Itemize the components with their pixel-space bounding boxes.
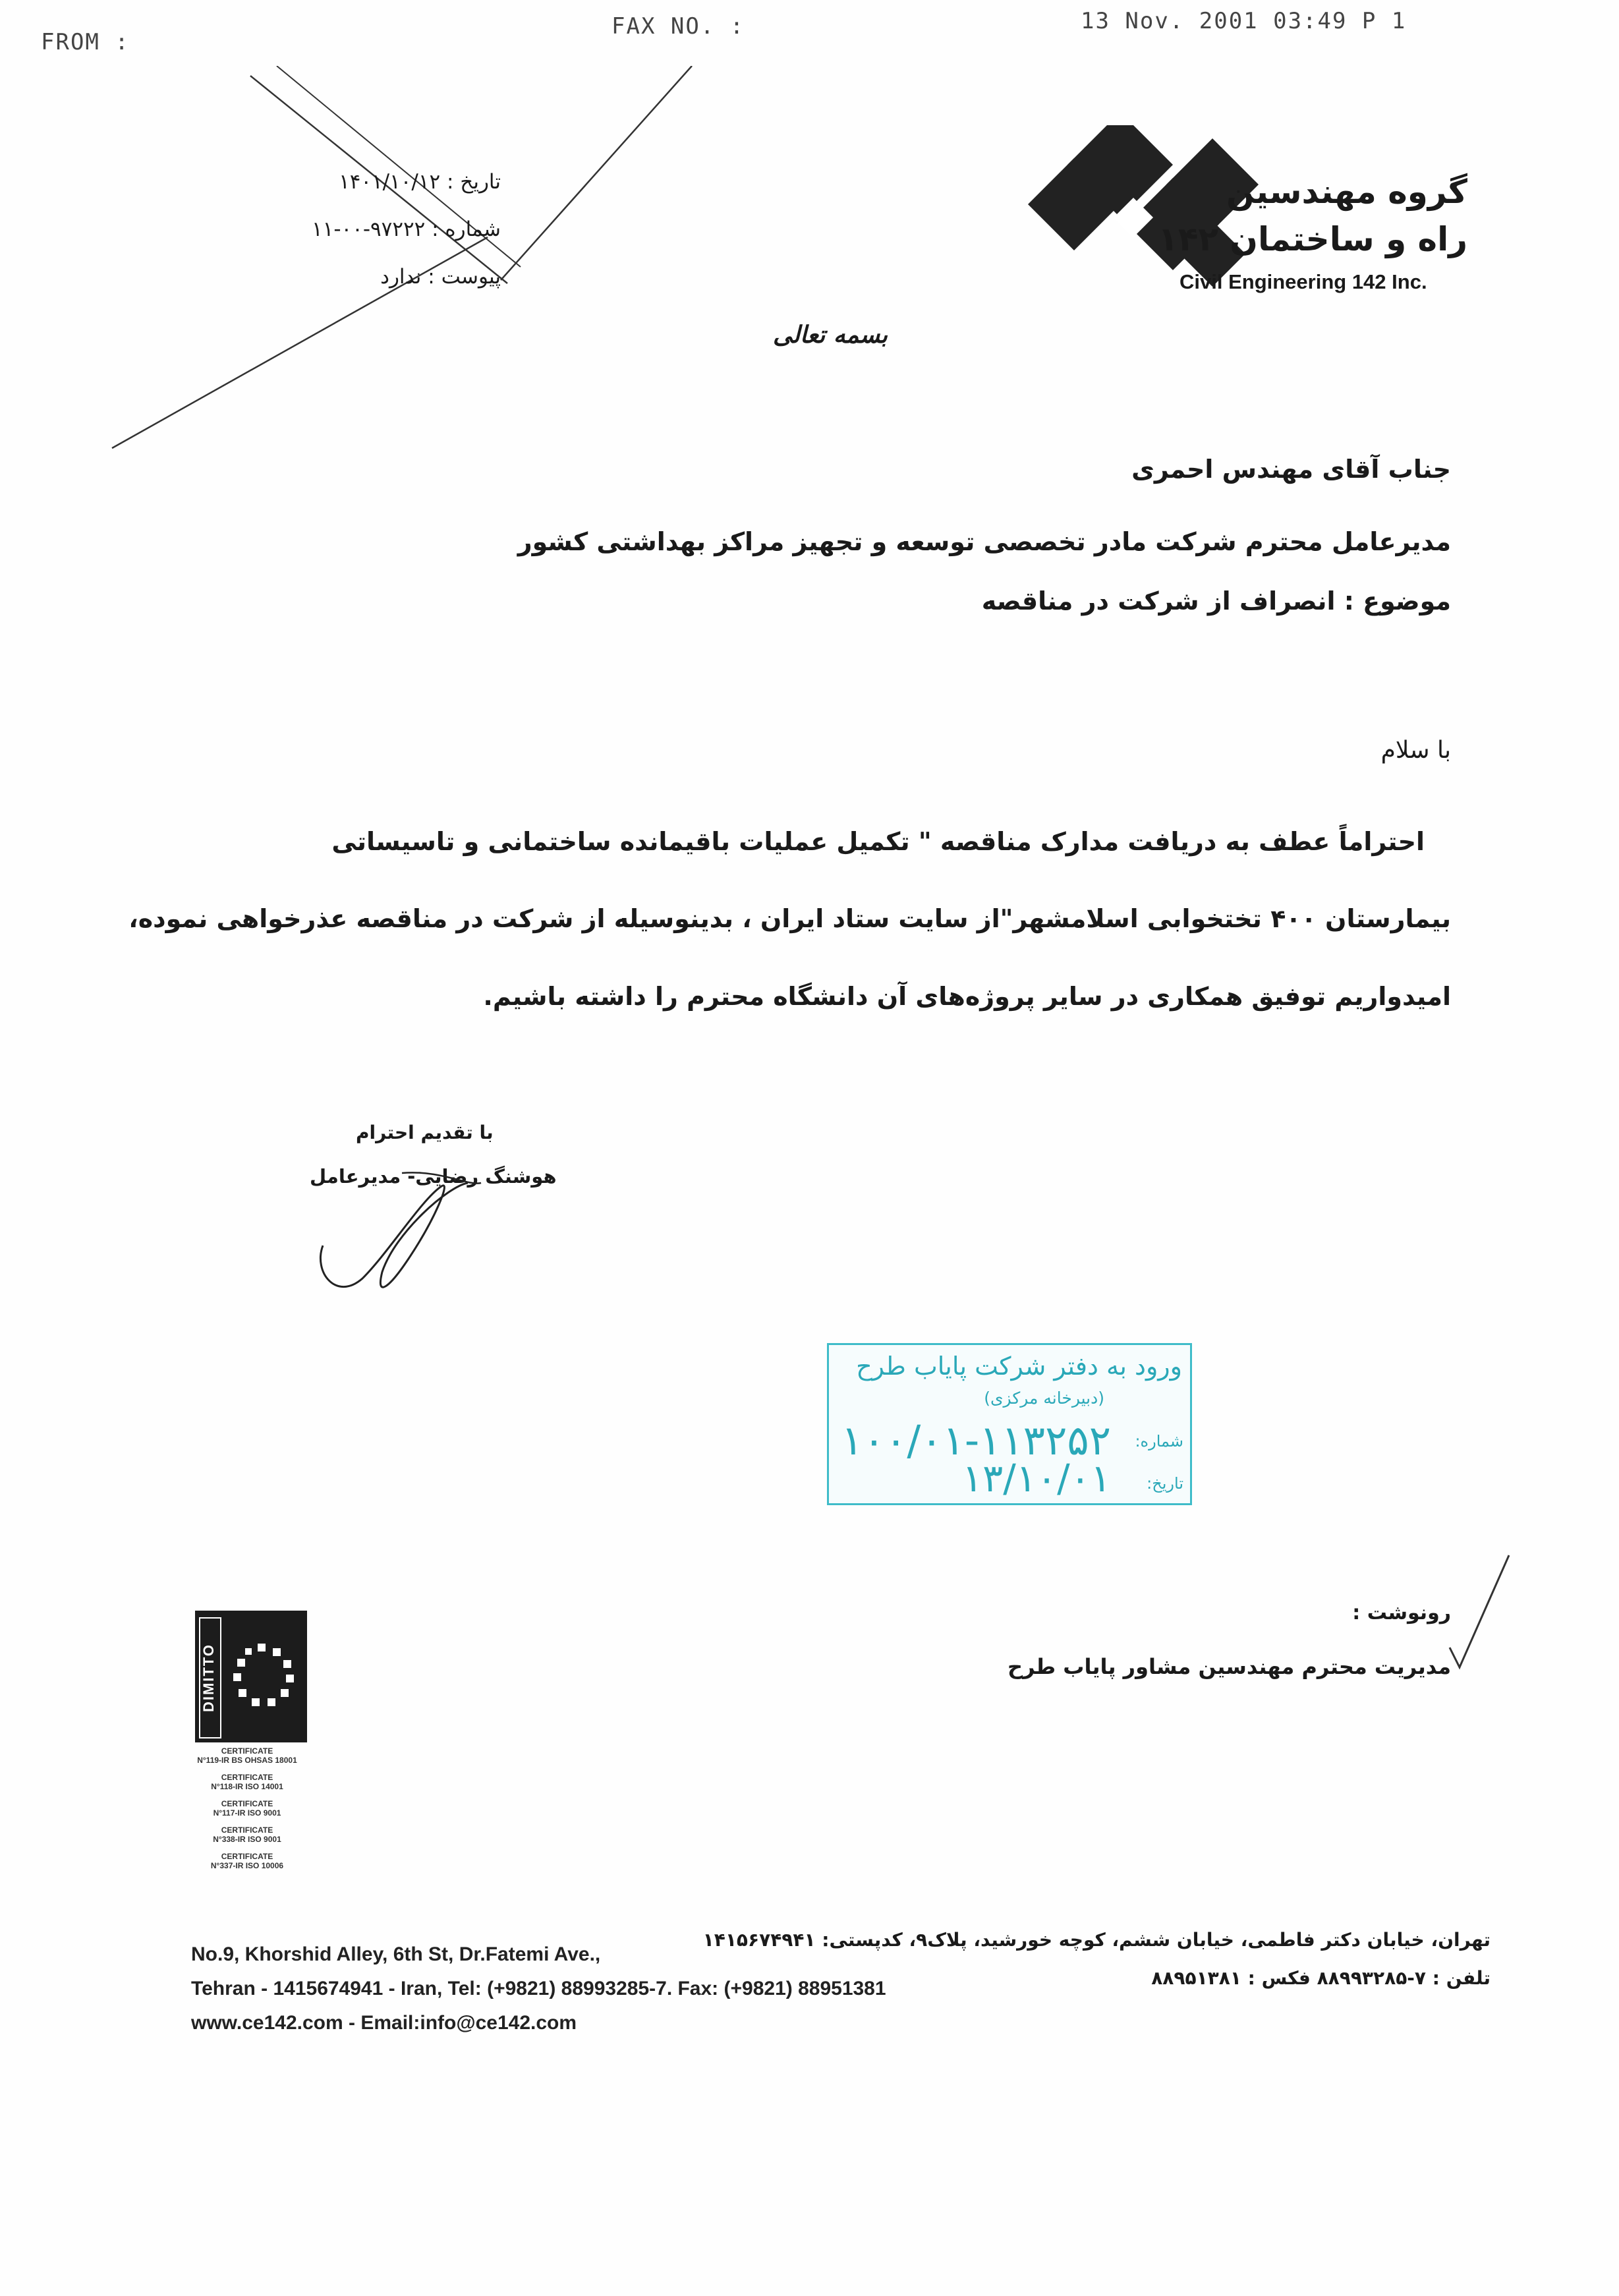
copy-recipient: مدیریت محترم مهندسین مشاور پایاب طرح <box>1008 1654 1451 1679</box>
signature-regards: با تقدیم احترام <box>356 1122 494 1143</box>
logo-fa-line1: گروه مهندسین <box>1226 173 1467 211</box>
letter-number: شماره : ۹۷۲۲۲-۰۰-۱۱ <box>312 217 501 241</box>
certificate-list <box>158 1746 336 1878</box>
greeting: با سلام <box>1380 737 1451 764</box>
footer-fa-line1: تهران، خیابان دکتر فاطمی، خیابان ششم، کوچه خورشید، پلاک۹، کدپستی: ۱۴۱۵۶۷۴۹۴۱ <box>702 1929 1491 1951</box>
certificate-item: CERTIFICATE N°119-IR BS OHSAS 18001 <box>197 1746 297 1765</box>
stamp-date: ۱۳/۱۰/۰۱ <box>962 1456 1111 1501</box>
letter-attachment: پیوست : ندارد <box>380 265 501 289</box>
body-line-2: بیمارستان ۴۰۰ تختخوابی اسلامشهر"از سایت ستاد ایران ، بدینوسیله از شرکت در مناقصه عذرخواهی نموده، <box>128 904 1451 933</box>
footer-address-fa <box>703 1921 1491 1997</box>
fax-datetime: 13 Nov. 2001 03:49 P 1 <box>1081 8 1407 34</box>
logo-fa-line2: راه و ساختمان ۱۴۲ <box>1158 220 1467 258</box>
stamp-date-label: تاریخ: <box>1147 1474 1183 1493</box>
handwritten-signature-icon <box>310 1147 494 1305</box>
body-line-1: احتراماً عطف به دریافت مدارک مناقصه " تکمیل عملیات باقیمانده ساختمانی و تاسیساتی <box>331 827 1425 856</box>
fax-from-label: FROM : <box>41 29 130 55</box>
stamp-title: ورود به دفتر شرکت پاياب طرح <box>856 1352 1182 1381</box>
stamp-subtitle: (دبیرخانه مرکزی) <box>984 1389 1104 1408</box>
footer-en-line1: No.9, Khorshid Alley, 6th St, Dr.Fatemi Ave., <box>191 1943 601 1965</box>
cert-brand: DIMITTO <box>199 1617 221 1738</box>
bismillah-heading: بسمه تعالی <box>772 322 888 349</box>
logo-en-name: Civil Engineering 142 Inc. <box>1179 270 1427 293</box>
certification-logo-icon <box>195 1611 307 1742</box>
stamp-number: ۱۰۰/۰۱-۱۱۳۲۵۲ <box>841 1416 1111 1464</box>
footer-en-line3: www.ce142.com - Email:info@ce142.com <box>191 2012 577 2034</box>
certificate-item: CERTIFICATE N°117-IR ISO 9001 <box>213 1799 281 1818</box>
registration-stamp <box>827 1343 1192 1505</box>
footer-fa-line2: تلفن : ۷-۸۸۹۹۳۲۸۵ فکس : ۸۸۹۵۱۳۸۱ <box>1151 1967 1491 1989</box>
certificate-item: CERTIFICATE N°337-IR ISO 10006 <box>210 1852 284 1870</box>
stamp-number-label: شماره: <box>1135 1432 1183 1450</box>
certificate-item: CERTIFICATE N°118-IR ISO 14001 <box>211 1773 283 1791</box>
certificate-item: CERTIFICATE N°338-IR ISO 9001 <box>213 1825 281 1844</box>
letter-subject: موضوع : انصراف از شرکت در مناقصه <box>981 587 1451 616</box>
copy-label: رونوشت : <box>1352 1601 1451 1624</box>
footer-en-line2: Tehran - 1415674941 - Iran, Tel: (+9821) 88993285-7. Fax: (+9821) 88951381 <box>191 1978 886 1999</box>
cert-dots-icon <box>228 1640 300 1713</box>
addressee-name: جناب آقای مهندس احمری <box>1131 455 1451 484</box>
signature-name: هوشنگ رضایی- مدیرعامل <box>310 1165 557 1188</box>
fax-number-label: FAX NO. : <box>611 13 745 40</box>
addressee-title: مدیرعامل محترم شرکت مادر تخصصی توسعه و تجهیز مراکز بهداشتی کشور <box>517 527 1451 556</box>
letter-meta <box>217 158 501 301</box>
body-line-3: امیدواریم توفیق همکاری در سایر پروژه‌های آن دانشگاه محترم را داشته باشیم. <box>483 982 1451 1011</box>
letter-date: تاریخ : ۱۴۰۱/۱۰/۱۲ <box>339 170 501 194</box>
